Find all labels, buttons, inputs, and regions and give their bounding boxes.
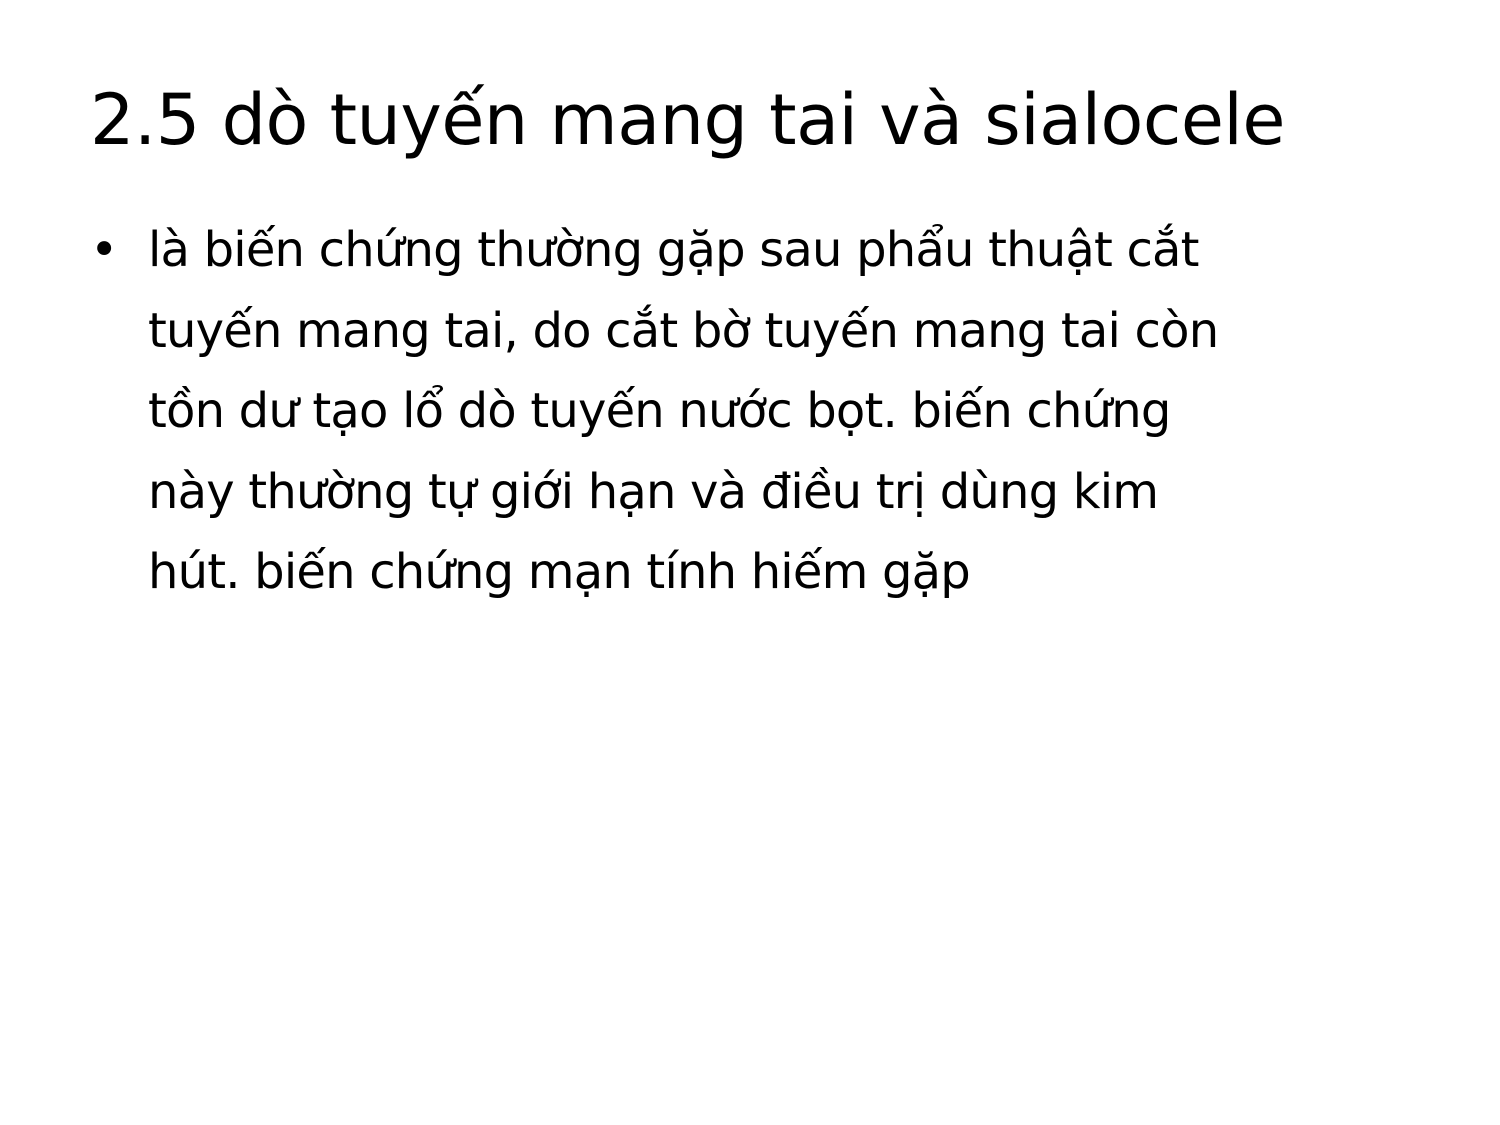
bullet-marker: • bbox=[90, 222, 118, 278]
bullet-text-line: là biến chứng thường gặp sau phẩu thuật cắt bbox=[148, 222, 1199, 278]
bullet-text-line: hút. biến chứng mạn tính hiếm gặp bbox=[148, 544, 970, 600]
slide-content bbox=[90, 210, 1410, 613]
bullet-text-line: tuyến mang tai, do cắt bờ tuyến mang tai còn bbox=[148, 302, 1219, 359]
slide-title: 2.5 dò tuyến mang tai và sialocele bbox=[90, 79, 1285, 161]
bullet-text-line: tồn dư tạo lổ dò tuyến nước bọt. biến chứng bbox=[148, 383, 1171, 439]
bullet-item bbox=[90, 210, 1410, 613]
bullet-text-line: này thường tự giới hạn và điều trị dùng kim bbox=[148, 463, 1159, 520]
